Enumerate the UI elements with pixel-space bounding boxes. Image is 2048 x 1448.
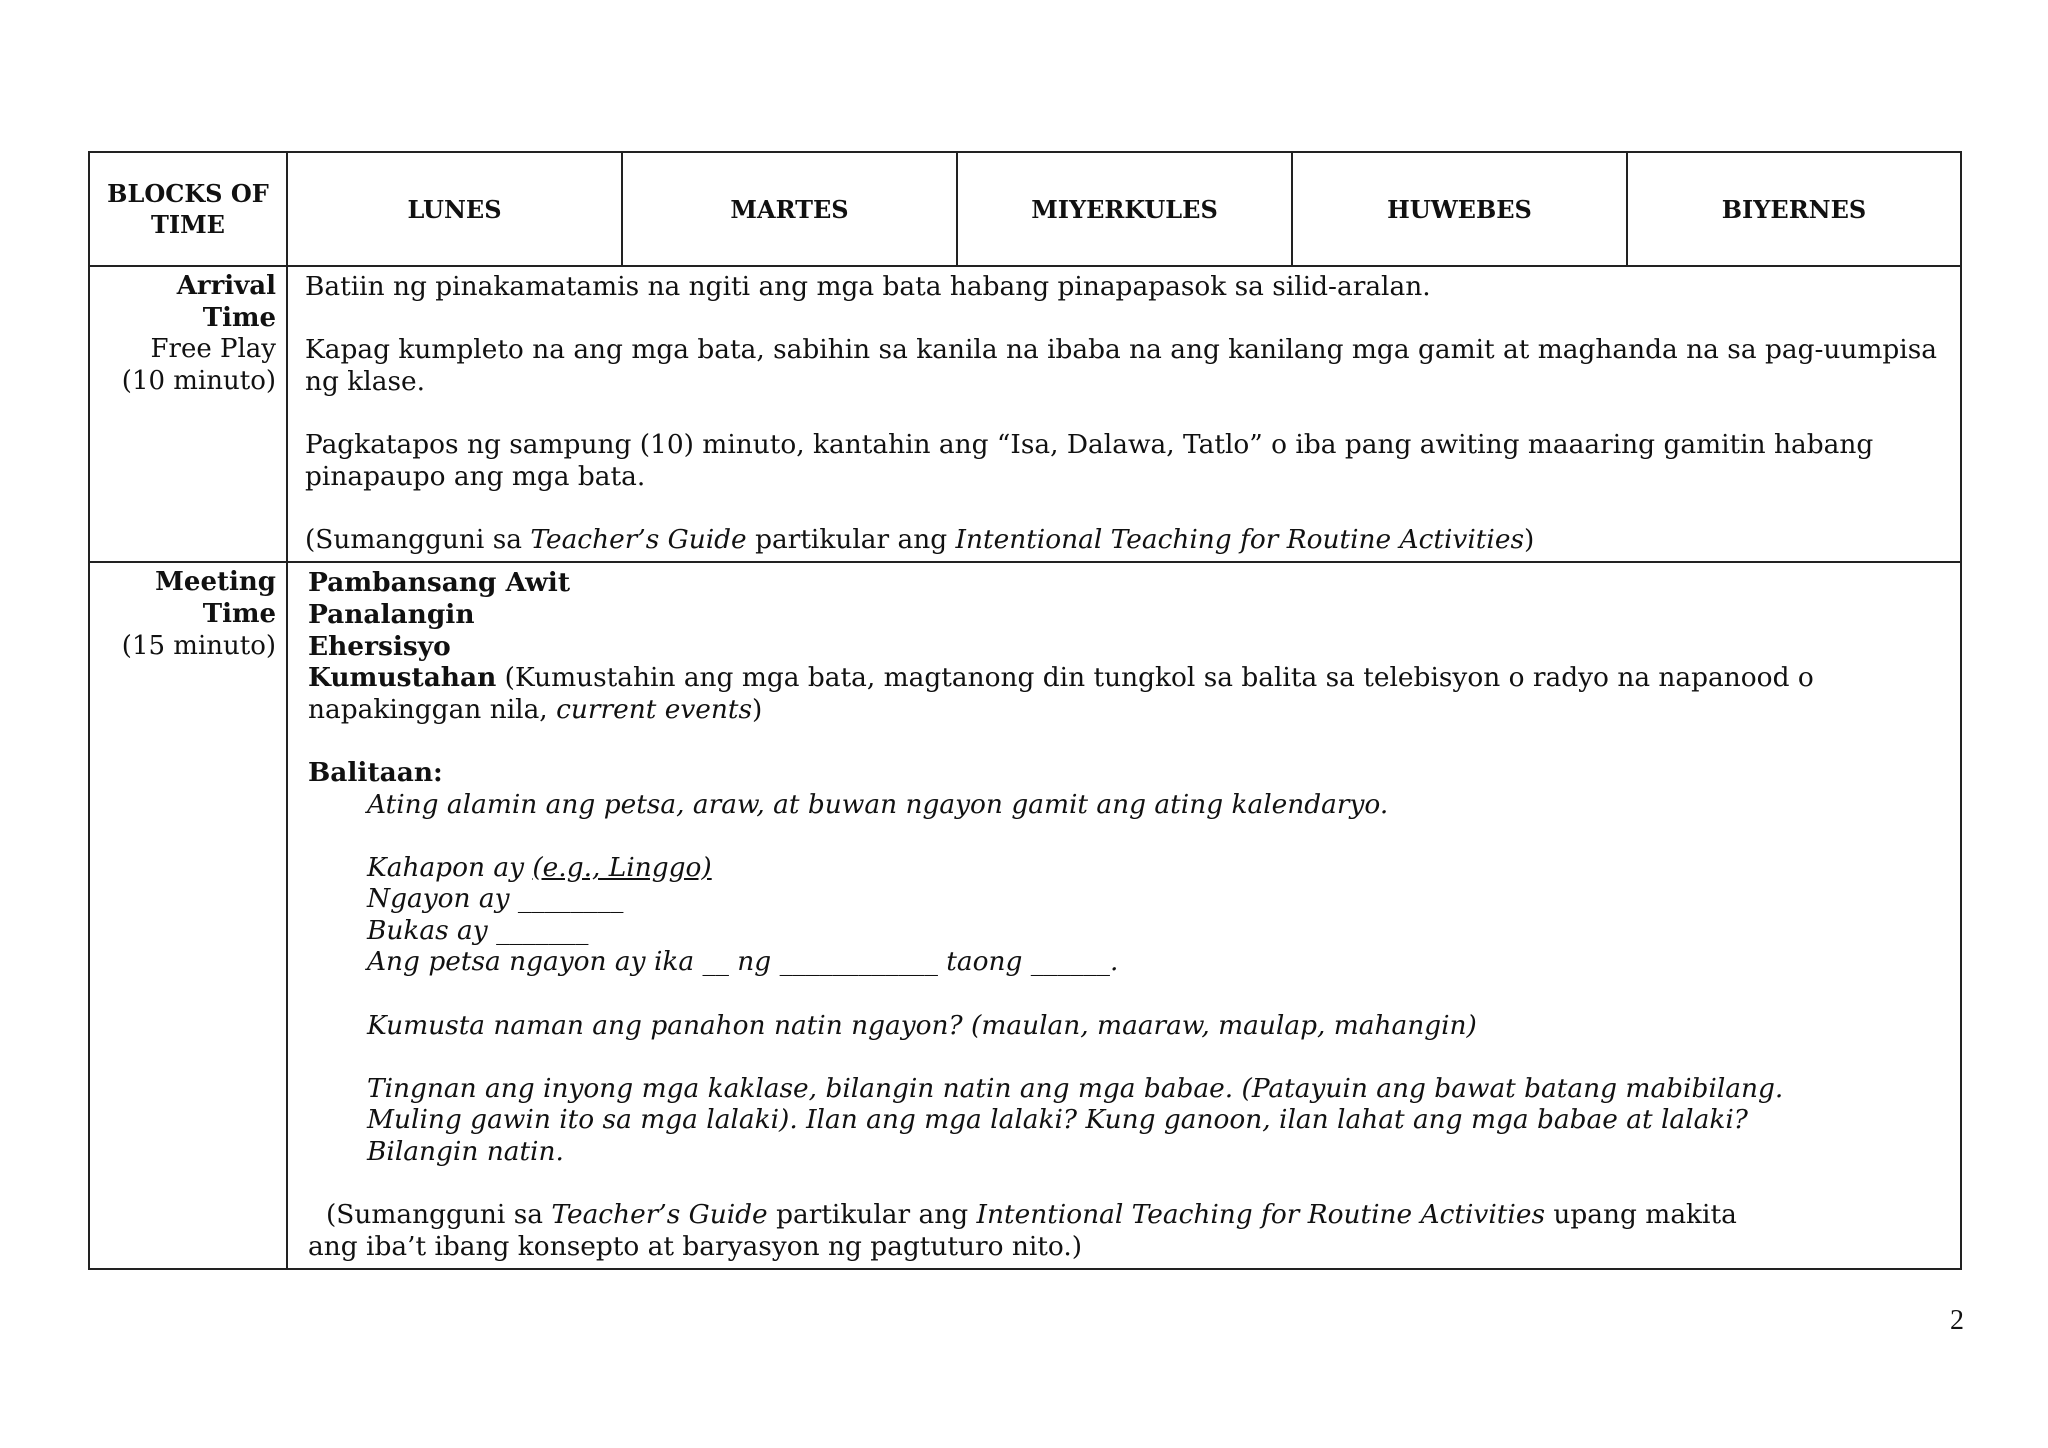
balitaan-tingnan-2: Muling gawin ito sa mga lalaki). Ilan ang mga lalaki? Kung ganoon, ilan lahat ang mga babae at lalaki? [367, 1104, 1748, 1136]
kumustahan-label: Kumustahan [308, 662, 497, 694]
balitaan-ngayon: Ngayon ay ________ [367, 883, 624, 915]
arrival-paragraph-1: Batiin ng pinakamatamis na ngiti ang mga bata habang pinapapasok sa silid-aralan. [305, 271, 1431, 302]
arrival-block-sub: Free Play [150, 334, 276, 365]
meeting-reference-note [308, 1199, 1940, 1231]
arrival-content-cell [287, 266, 1961, 562]
kahapon-text: Kahapon ay [367, 851, 533, 883]
meeting-item-panalangin: Panalangin [308, 598, 475, 630]
meeting-kumustahan [308, 662, 1940, 725]
ref2-open: (Sumangguni sa [326, 1199, 552, 1231]
ref2-mid: partikular ang [767, 1199, 977, 1231]
balitaan-intro: Ating alamin ang petsa, araw, at buwan ngayon gamit ang ating kalendaryo. [367, 788, 1389, 820]
balitaan-kahapon [308, 852, 1940, 884]
arrival-block-title: Arrival Time [176, 271, 276, 333]
header-lunes: LUNES [287, 152, 622, 266]
header-huwebes: HUWEBES [1292, 152, 1627, 266]
balitaan-petsa: Ang petsa ngayon ay ika __ ng ____________ taong ______. [367, 946, 1119, 978]
balitaan-tingnan-1: Tingnan ang inyong mga kaklase, bilangin natin ang mga babae. (Patayuin ang bawat batang mabibilang. [367, 1072, 1784, 1104]
meeting-block-title-2: Time [202, 598, 276, 629]
meeting-block-duration: (15 minuto) [121, 630, 276, 661]
header-row [89, 152, 1961, 266]
ref-open: (Sumangguni sa [305, 523, 531, 555]
header-blocks-of-time: BLOCKS OF TIME [89, 152, 287, 266]
ref-mid: partikular ang [746, 523, 956, 555]
ref-title: Intentional Teaching for Routine Activities [955, 523, 1524, 555]
header-martes: MARTES [622, 152, 957, 266]
arrival-block-duration: (10 minuto) [121, 365, 276, 396]
balitaan-label: Balitaan: [308, 756, 443, 788]
meeting-block-title-1: Meeting [155, 567, 276, 598]
kumustahan-text: (Kumustahin ang mga bata, magtanong din tungkol sa balita sa telebisyon o radyo na napanood o napakinggan nila, [308, 662, 1814, 725]
arrival-block-cell [89, 266, 287, 562]
balitaan-panahon: Kumusta naman ang panahon natin ngayon? (maulan, maaraw, maulap, mahangin) [367, 1009, 1477, 1041]
arrival-time-row [89, 266, 1961, 562]
header-biyernes: BIYERNES [1627, 152, 1961, 266]
ref-guide: Teacher’s Guide [530, 523, 747, 555]
meeting-reference-note-line-2: ang iba’t ibang konsepto at baryasyon ng pagtuturo nito.) [308, 1230, 1083, 1262]
ref2-title: Intentional Teaching for Routine Activities [976, 1199, 1545, 1231]
meeting-time-row [89, 562, 1961, 1269]
balitaan-tingnan-3: Bilangin natin. [367, 1136, 564, 1168]
balitaan-bukas: Bukas ay _______ [367, 914, 589, 946]
ref-close: ) [1524, 523, 1535, 555]
meeting-block-cell [89, 562, 287, 1269]
ref2-tail: upang makita [1545, 1199, 1737, 1231]
kumustahan-close: ) [752, 693, 763, 725]
kahapon-example: (e.g., Linggo) [532, 851, 712, 883]
page-number: 2 [1950, 1305, 1964, 1336]
header-miyerkules: MIYERKULES [957, 152, 1292, 266]
kumustahan-italic: current events [556, 693, 753, 725]
arrival-paragraph-3: Pagkatapos ng sampung (10) minuto, kantahin ang “Isa, Dalawa, Tatlo” o iba pang awiting maaaring gamitin habang pinapaupo ang mga bata. [305, 428, 1874, 492]
arrival-paragraph-2: Kapag kumpleto na ang mga bata, sabihin sa kanila na ibaba na ang kanilang mga gamit at maghanda na sa pag-uumpisa ng klase. [305, 334, 1938, 397]
ref2-guide: Teacher’s Guide [551, 1199, 768, 1231]
arrival-reference-note [305, 524, 1940, 556]
meeting-content-cell [287, 562, 1961, 1269]
lesson-plan-table [88, 151, 1962, 1270]
meeting-item-pambansang-awit: Pambansang Awit [308, 567, 571, 599]
meeting-item-ehersisyo: Ehersisyo [308, 630, 451, 662]
